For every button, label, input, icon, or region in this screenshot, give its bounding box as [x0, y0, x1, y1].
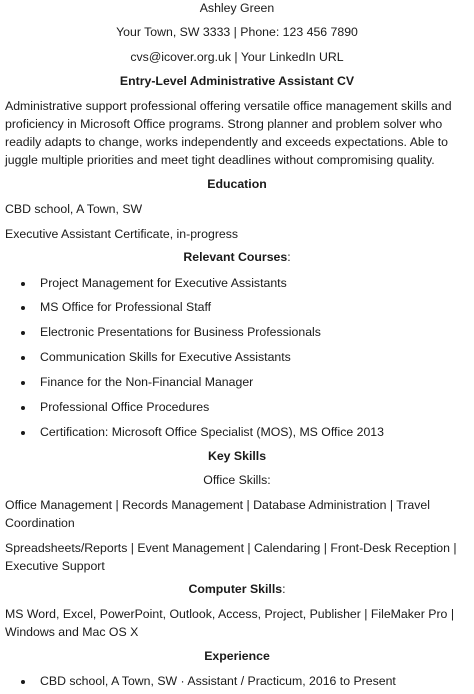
bullet-icon [21, 680, 25, 684]
office-skills-line-1: Office Management | Records Management | Database Administration | Travel Coordination [5, 498, 430, 530]
email-linkedin-line: cvs@icover.org.uk | Your LinkedIn URL [130, 50, 344, 64]
relevant-courses-label: Relevant Courses [183, 250, 288, 264]
relevant-courses-heading [0, 250, 474, 264]
experience-label: CBD school, A Town, SW · Assistant / Practicum, 2016 to Present [40, 674, 396, 688]
bullet-icon [21, 431, 25, 435]
course-label: Communication Skills for Executive Assistants [40, 350, 291, 364]
course-label: Electronic Presentations for Business Professionals [40, 325, 321, 339]
key-skills-heading: Key Skills [207, 449, 267, 463]
bullet-icon [21, 381, 25, 385]
bullet-icon [21, 356, 25, 360]
bullet-icon [21, 306, 25, 310]
professional-summary: Administrative support professional offering versatile office management skills and proficiency in Microsoft Office programs. Strong planner and problem solver who readily adapts to change, works independently and exceeds expectations. Able to juggle multiple priorities and meet tight deadlines without compromising quality. [5, 99, 452, 167]
computer-skills-line: MS Word, Excel, PowerPoint, Outlook, Access, Project, Publisher | FileMaker Pro | Windows and Mac OS X [5, 607, 455, 639]
office-skills-line-2: Spreadsheets/Reports | Event Management | Calendaring | Front-Desk Reception | Executive Support [5, 541, 457, 573]
relevant-courses-colon: : [287, 250, 291, 264]
education-heading: Education [207, 177, 267, 191]
computer-skills-label: Computer Skills [188, 582, 283, 596]
education-school: CBD school, A Town, SW [5, 202, 143, 216]
course-label: Professional Office Procedures [40, 400, 210, 414]
course-label: Project Management for Executive Assistants [40, 276, 287, 290]
course-label: MS Office for Professional Staff [40, 300, 212, 314]
course-label: Finance for the Non-Financial Manager [40, 375, 254, 389]
computer-skills-colon: : [282, 582, 286, 596]
experience-heading: Experience [204, 649, 270, 663]
education-certificate: Executive Assistant Certificate, in-progress [5, 227, 239, 241]
cv-title: Entry-Level Administrative Assistant CV [119, 74, 355, 88]
bullet-icon [21, 406, 25, 410]
computer-skills-heading [0, 582, 474, 596]
contact-line: Your Town, SW 3333 | Phone: 123 456 7890 [116, 25, 358, 39]
office-skills-heading: Office Skills: [203, 473, 271, 487]
bullet-icon [21, 331, 25, 335]
bullet-icon [21, 282, 25, 286]
candidate-name: Ashley Green [199, 1, 275, 15]
course-label: Certification: Microsoft Office Specialist (MOS), MS Office 2013 [40, 425, 384, 439]
